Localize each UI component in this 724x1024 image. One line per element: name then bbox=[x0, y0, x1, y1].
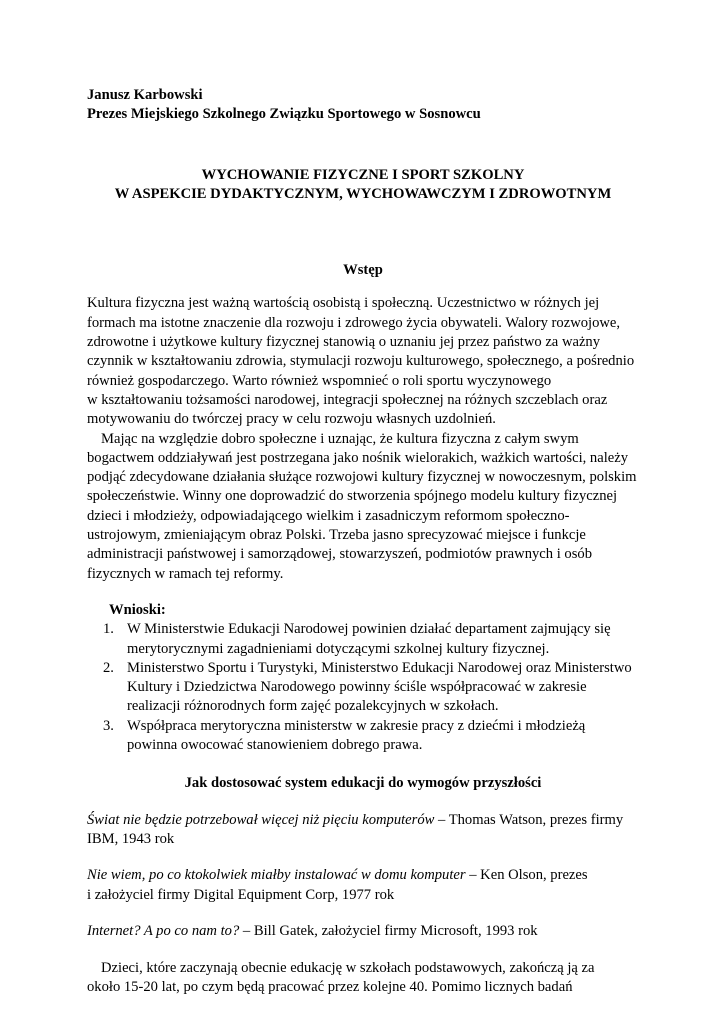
text-line: ustrojowym, zmieniającym obraz Polski. Trzeba jasno sprecyzować miejsce i funkcje bbox=[87, 527, 586, 544]
quote-attribution: – Thomas Watson, prezes firmy bbox=[434, 811, 624, 828]
text-line: formach ma istotne znaczenie dla rozwoju i zdrowego życia obywateli. Walory rozwojowe, bbox=[87, 314, 621, 331]
text-line: bogactwem oddziaływań jest postrzegana jako nośnik wielorakich, ważkich wartości, należy bbox=[87, 449, 628, 466]
text-line: powinna owocować stanowieniem dobrego prawa. bbox=[127, 737, 423, 754]
conclusions-list bbox=[87, 620, 639, 755]
text-line: fizycznych w ramach tej reformy. bbox=[87, 565, 284, 582]
quote-text: Nie wiem, po co ktokolwiek miałby instalować w domu komputer bbox=[87, 867, 466, 884]
text-line: zdrowotne i użytkowe kultury fizycznej stanowią o uznaniu jej przez państwo za ważny bbox=[87, 334, 601, 351]
text-line: W Ministerstwie Edukacji Narodowej powinien działać departament zajmujący się bbox=[127, 621, 611, 638]
quote-gatek bbox=[87, 922, 639, 941]
closing-paragraph bbox=[87, 959, 639, 998]
text-line: podjąć zdecydowane działania służące rozwojowi kultury fizycznej w nowoczesnym, polskim bbox=[87, 469, 637, 486]
list-item bbox=[87, 620, 639, 659]
text-line: Ministerstwo Sportu i Turystyki, Ministerstwo Edukacji Narodowej oraz Ministerstwo bbox=[127, 659, 632, 676]
text-line: motywowaniu do twórczej pracy w celu rozwoju własnych uzdolnień. bbox=[87, 411, 496, 428]
title-line-2: W ASPEKCIE DYDAKTYCZNYM, WYCHOWAWCZYM I ZDROWOTNYM bbox=[114, 185, 612, 202]
list-number: 3. bbox=[103, 717, 114, 734]
author-role: Prezes Miejskiego Szkolnego Związku Sportowego w Sosnowcu bbox=[87, 106, 481, 123]
text-line: około 15-20 lat, po czym będą pracować przez kolejne 40. Pomimo licznych badań bbox=[87, 979, 573, 996]
list-item bbox=[87, 717, 639, 756]
quote-olson bbox=[87, 866, 639, 905]
section-heading: Jak dostosować system edukacji do wymogów przyszłości bbox=[184, 775, 542, 792]
list-number: 1. bbox=[103, 621, 114, 638]
title-line-1: WYCHOWANIE FIZYCZNE I SPORT SZKOLNY bbox=[201, 166, 525, 183]
list-item bbox=[87, 659, 639, 717]
conclusions-heading: Wnioski: bbox=[109, 601, 166, 618]
text-line: Kultury i Dziedzictwa Narodowego powinny ściśle współpracować w zakresie bbox=[127, 679, 587, 696]
text-line: merytorycznymi zagadnieniami dotyczącymi szkolnej kultury fizycznej. bbox=[127, 640, 550, 657]
text-line: Dzieci, które zaczynają obecnie edukację w szkołach podstawowych, zakończą ją za bbox=[101, 960, 595, 977]
text-line: Mając na względzie dobro społeczne i uznając, że kultura fizyczna z całym swym bbox=[101, 430, 579, 447]
text-line: dzieci i młodzieży, odpowiadającego wielkim i zasadniczym reformom społeczno- bbox=[87, 507, 570, 524]
author-block bbox=[87, 86, 639, 125]
quote-text: Świat nie będzie potrzebował więcej niż pięciu komputerów bbox=[87, 811, 435, 828]
list-number: 2. bbox=[103, 659, 114, 676]
quote-attribution: – Bill Gatek, założyciel firmy Microsoft, 1993 rok bbox=[239, 922, 538, 939]
text-line: w kształtowaniu tożsamości narodowej, integracji społecznej na różnych szczeblach oraz bbox=[87, 391, 608, 408]
document-title bbox=[87, 166, 639, 205]
text-line: realizacji różnorodnych form zajęć pozalekcyjnych w szkołach. bbox=[127, 698, 499, 715]
text-line: administracji państwowej i samorządowej, stowarzyszeń, podmiotów prawnych i osób bbox=[87, 546, 592, 563]
intro-paragraph-2 bbox=[87, 430, 639, 584]
quote-text: Internet? A po co nam to? bbox=[87, 922, 240, 939]
text-line: również gospodarczego. Warto również wspomnieć o roli sportu wyczynowego bbox=[87, 372, 552, 389]
author-name: Janusz Karbowski bbox=[87, 87, 203, 103]
quote-attribution-line: i założyciel firmy Digital Equipment Corp, 1977 rok bbox=[87, 886, 395, 903]
quote-attribution: – Ken Olson, prezes bbox=[465, 867, 588, 884]
text-line: Kultura fizyczna jest ważną wartością osobistą i społeczną. Uczestnictwo w różnych jej bbox=[87, 295, 600, 312]
text-line: Współpraca merytoryczna ministerstw w zakresie pracy z dziećmi i młodzieżą bbox=[127, 717, 586, 734]
quote-watson bbox=[87, 811, 639, 850]
intro-paragraph-1 bbox=[87, 294, 639, 429]
text-line: społeczeństwie. Winny one doprowadzić do stworzenia spójnego modelu kultury fizycznej bbox=[87, 488, 618, 505]
text-line: czynnik w kształtowaniu zdrowia, stymulacji rozwoju kulturowego, społecznego, a pośrednio bbox=[87, 353, 635, 370]
quote-attribution-line: IBM, 1943 rok bbox=[87, 830, 175, 847]
document-page bbox=[87, 86, 639, 998]
intro-heading: Wstęp bbox=[343, 262, 383, 279]
